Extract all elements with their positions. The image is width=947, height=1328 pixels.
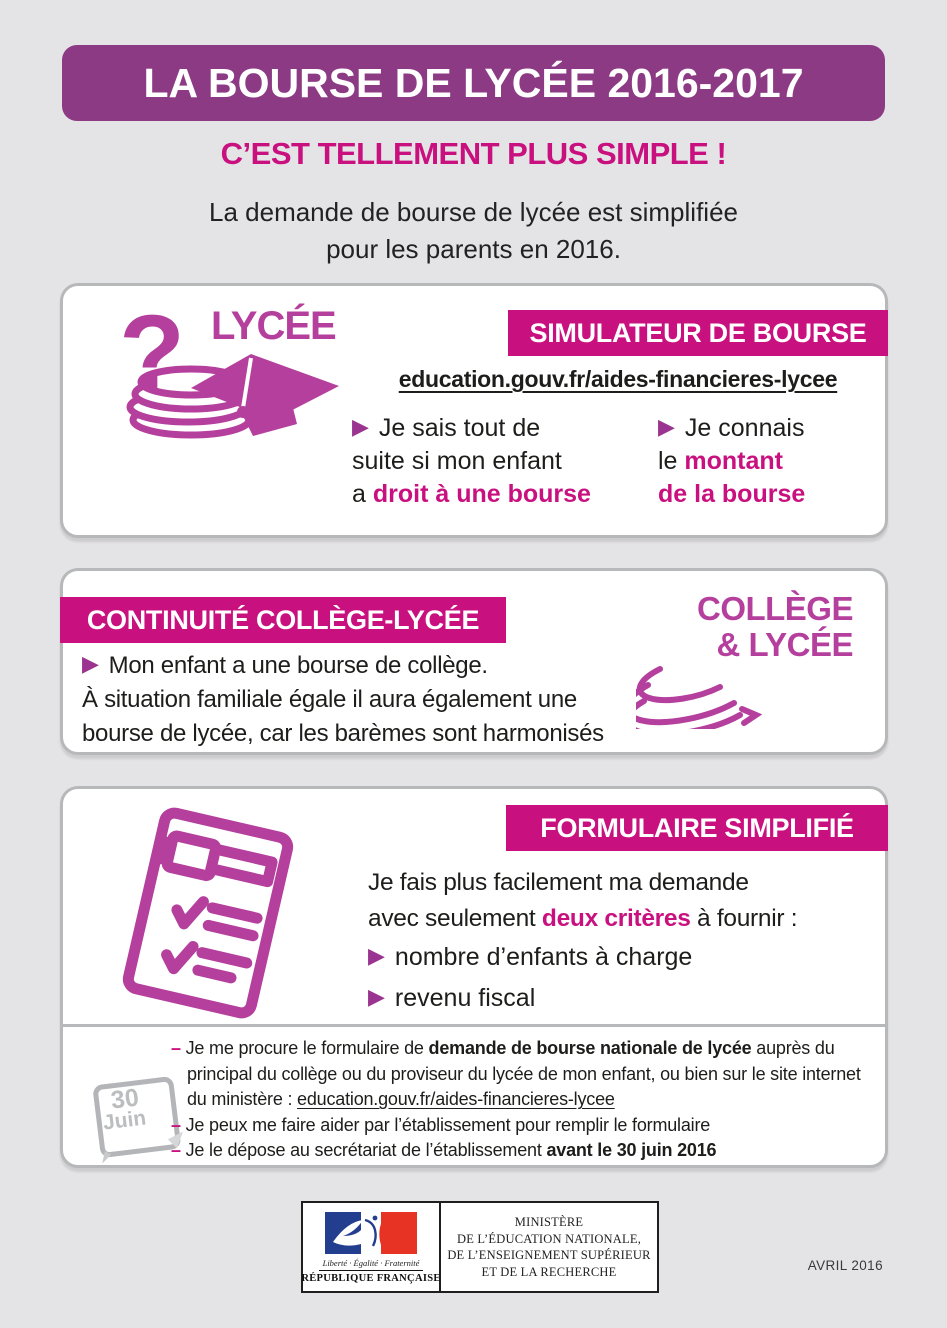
publication-date: AVRIL 2016 (807, 1258, 883, 1273)
triangle-bullet-icon: ▶ (352, 414, 369, 439)
form-bullet-2: ▶ revenu fiscal (368, 984, 536, 1012)
deadline-link[interactable]: education.gouv.fr/aides-financieres-lycee (297, 1089, 615, 1109)
continuity-header-bar (60, 597, 506, 643)
page-title: LA BOURSE DE LYCÉE 2016-2017 (143, 59, 804, 106)
college-lycee-logo (618, 591, 853, 663)
simulator-link[interactable]: education.gouv.fr/aides-financieres-lycee (398, 366, 838, 392)
continuity-text: ▶ Mon enfant a une bourse de collège. À situation familiale égale il aura également une bourse de lycée, car les barèmes sont harmonisés (82, 651, 604, 747)
deadline-item-2: – Je peux me faire aider par l’établissement pour remplir le formulaire (171, 1114, 711, 1135)
form-header-label: FORMULAIRE SIMPLIFIÉ (540, 812, 854, 843)
continuity-header-label: CONTINUITÉ COLLÈGE-LYCÉE (86, 604, 480, 635)
title-banner (62, 45, 885, 121)
dash-bullet: – (171, 1038, 186, 1058)
simulator-card (60, 283, 888, 538)
marianne-flag-icon (325, 1212, 417, 1254)
calendar-month-label: Juin (101, 1106, 148, 1135)
college-logo-line-1: COLLÈGE (696, 590, 853, 627)
form-pen-checklist-icon (93, 805, 323, 1021)
simulator-header-label: SIMULATEUR DE BOURSE (529, 317, 867, 348)
form-bullet-list (368, 937, 692, 1019)
simulator-bullet-1: ▶ Je sais tout de suite si mon enfant a droit à une bourse (352, 414, 591, 508)
simulator-header-bar (508, 310, 888, 356)
simulator-bullet-2: ▶ Je connais le montant de la bourse (658, 414, 806, 508)
form-card (60, 786, 888, 1168)
form-header-bar (506, 805, 888, 851)
triangle-bullet-icon: ▶ (368, 984, 385, 1009)
coin-swirl-icon (636, 657, 766, 729)
dash-bullet: – (171, 1114, 186, 1135)
svg-text:?: ? (119, 296, 185, 413)
government-logo-box (301, 1201, 659, 1293)
republique-francaise-logo (303, 1203, 441, 1291)
dash-bullet: – (171, 1140, 186, 1160)
intro-line-2: pour les parents en 2016. (326, 234, 621, 264)
college-logo-line-2: & LYCÉE (716, 626, 853, 663)
continuity-card (60, 568, 888, 755)
ministry-name: MINISTÈRE DE L’ÉDUCATION NATIONALE, DE L’ENSEIGNEMENT SUPÉRIEUR ET DE LA RECHERCHE (447, 1215, 651, 1279)
triangle-bullet-icon: ▶ (82, 651, 99, 676)
form-bullet-1: ▶ nombre d’enfants à charge (368, 943, 693, 971)
republique-francaise-label: RÉPUBLIQUE FRANÇAISE (301, 1273, 441, 1284)
liberte-egalite-fraternite-motto: Liberté · Égalité · Fraternité (322, 1258, 420, 1268)
calendar-day-label: 30 (109, 1083, 141, 1115)
deadline-item-3: – Je le dépose au secrétariat de l’établissement avant le 30 juin 2016 (171, 1140, 717, 1160)
intro-text (0, 194, 947, 268)
triangle-bullet-icon: ▶ (368, 943, 385, 968)
triangle-bullet-icon: ▶ (658, 414, 675, 439)
logo-rule (319, 1270, 423, 1271)
intro-line-1: La demande de bourse de lycée est simplifiée (209, 197, 738, 227)
form-text: Je fais plus facilement ma demande avec seulement deux critères à fournir : (368, 869, 798, 932)
deadline-list (171, 1036, 876, 1164)
page-subtitle: C’EST TELLEMENT PLUS SIMPLE ! (220, 136, 727, 171)
card-divider (60, 1024, 888, 1027)
deadline-item-1: – Je me procure le formulaire de demande de bourse nationale de lycée auprès du principal du collège ou du proviseur du lycée de mon enfant, ou bien sur le site internet du ministère : education.gouv.fr/aides-financieres-lycee (171, 1038, 861, 1109)
lycee-icon-label: LYCÉE (211, 304, 336, 348)
